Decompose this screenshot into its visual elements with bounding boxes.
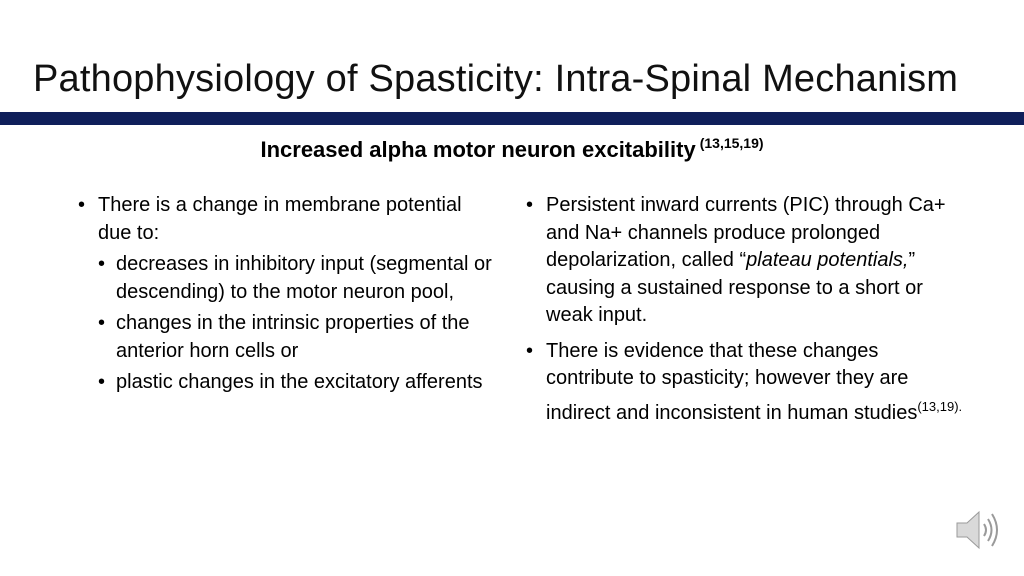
- right-bullet-item: [526, 338, 966, 428]
- right-bullet-item: [526, 192, 966, 330]
- subtitle-text: Increased alpha motor neuron excitability: [260, 137, 696, 162]
- right-bullet-2-text: There is evidence that these changes contribute to spasticity; however they are indirect and inconsistent in human studies: [546, 339, 918, 424]
- right-bullet-2-citation: (13,19).: [917, 398, 963, 414]
- slide-subtitle: [0, 135, 1024, 163]
- speaker-audio-icon[interactable]: [953, 505, 1003, 555]
- left-bullet-list: [78, 192, 498, 397]
- slide-title: Pathophysiology of Spasticity: Intra-Spinal Mechanism: [33, 58, 959, 100]
- left-sub-item: • decreases in inhibitory input (segmental or descending) to the motor neuron pool,: [98, 251, 498, 306]
- subtitle-citation: (13,15,19): [699, 135, 764, 151]
- right-column: [526, 192, 966, 435]
- left-sub-item: • changes in the intrinsic properties of the anterior horn cells or: [98, 310, 498, 365]
- left-bullet-item: [78, 192, 498, 397]
- left-column: [78, 192, 498, 405]
- title-divider-bar: [0, 112, 1024, 125]
- right-bullet-1-text-b: ” causing a sustained response to a short or weak input.: [546, 249, 923, 326]
- left-sub-item: • plastic changes in the excitatory afferents: [98, 369, 498, 397]
- left-bullet-text: There is a change in membrane potential due to:: [98, 194, 462, 244]
- right-bullet-1-italic: plateau potentials,: [746, 249, 909, 271]
- left-sub-list: [98, 251, 498, 397]
- right-bullet-1-text-a: Persistent inward currents (PIC) through Ca+ and Na+ channels produce prolonged depolarization, called “: [546, 194, 946, 271]
- right-bullet-list: [526, 192, 966, 427]
